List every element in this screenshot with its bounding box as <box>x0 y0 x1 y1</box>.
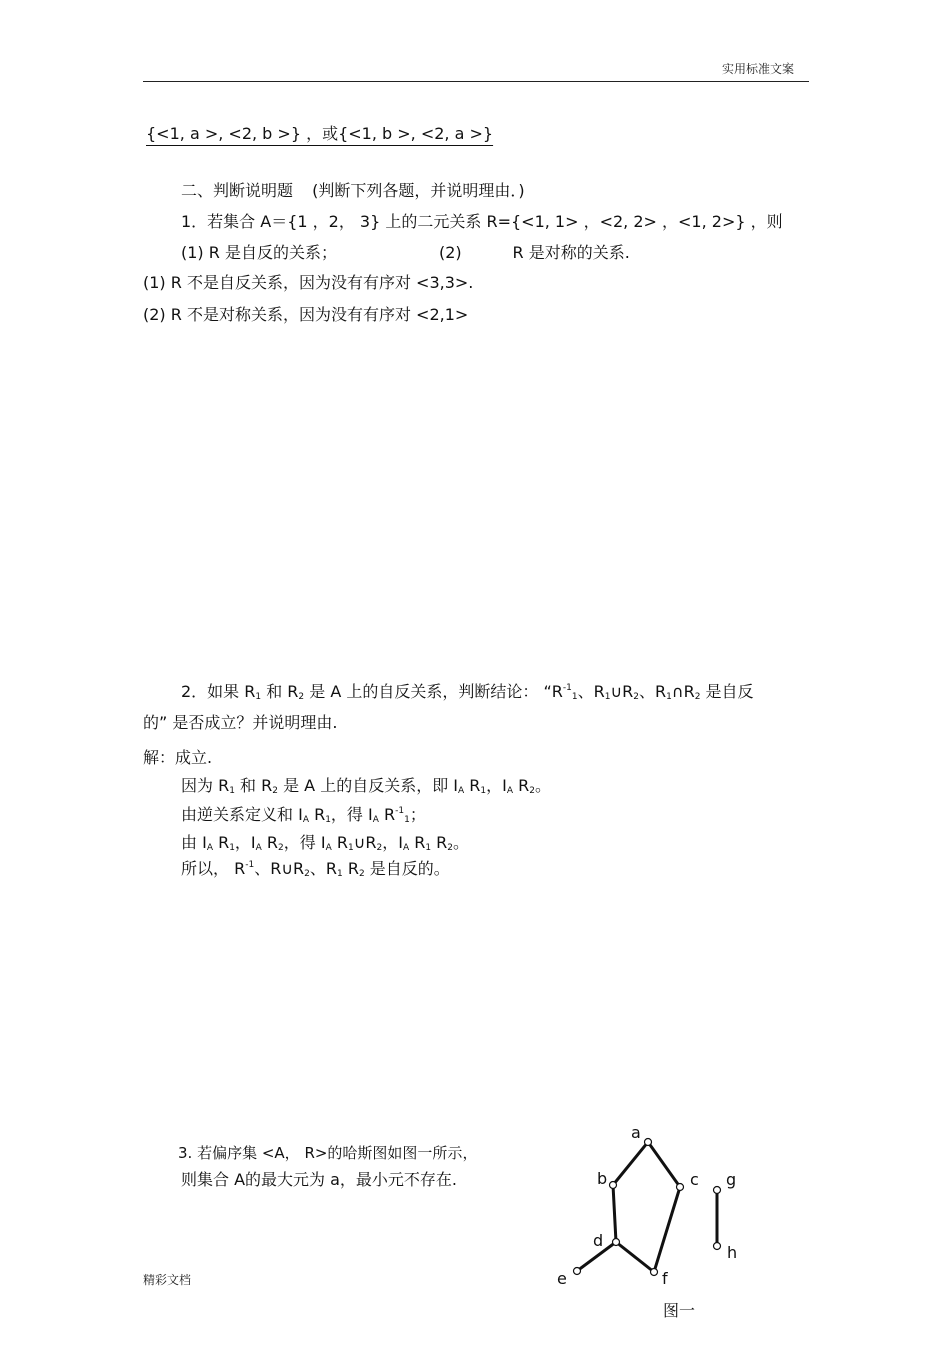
q2-text: R <box>331 833 348 852</box>
q2-text: ∪R <box>610 682 634 701</box>
page-header-title: 实用标准文案 <box>722 62 795 76</box>
q2-stem-line2: 的” 是否成立？并说明理由. <box>143 713 338 732</box>
q3-line2: 则集合 A的最大元为 a，最小元不存在. <box>181 1170 458 1189</box>
superscript: -1 <box>245 860 255 870</box>
q2-text: ，I <box>486 776 507 795</box>
hasse-diagram <box>540 1115 760 1325</box>
subscript: 1 <box>571 692 578 702</box>
q1-part1: (1) R 是自反的关系； <box>181 243 337 262</box>
node-e <box>574 1268 581 1275</box>
subscript: A <box>402 843 410 853</box>
q2-text: R <box>212 833 230 852</box>
q2-text: R <box>464 776 481 795</box>
node-label-c: c <box>690 1170 699 1189</box>
section-instruction: (判断下列各题，并说明理由．) <box>312 181 525 200</box>
q1-answer2: (2) R 不是对称关系，因为没有有序对 <2,1> <box>143 305 469 324</box>
answer-line: {<1, a >, <2, b >} ，或{<1, b >, <2, a >} <box>146 124 494 143</box>
q2-text: ，I <box>382 833 403 852</box>
subscript: A <box>206 843 213 853</box>
node-g <box>714 1187 721 1194</box>
q2-text: 、R <box>639 682 667 701</box>
q2-answer-head <box>143 745 212 768</box>
edge-b-d <box>613 1185 616 1242</box>
subscript: 1 <box>347 843 354 853</box>
q2-text: 。 <box>453 833 470 852</box>
figure-caption: 图一 <box>663 1301 696 1320</box>
q2-text: R <box>342 859 359 878</box>
q2-text: R <box>308 805 326 824</box>
page-footer: 精彩文档 <box>143 1273 192 1287</box>
node-label-b: b <box>597 1169 608 1188</box>
q2-text: 由 I <box>181 833 207 852</box>
q2-text: 由逆关系定义和 I <box>181 805 303 824</box>
subscript: 1 <box>229 786 235 796</box>
subscript: 2 <box>376 843 383 853</box>
q2-text: 因为 R <box>181 776 230 795</box>
q2-text: 是 A 上的自反关系，即 I <box>277 776 458 795</box>
q3-line1: 3. 若偏序集 <A， R>的哈斯图如图一所示， <box>178 1144 478 1162</box>
subscript: 1 <box>337 869 343 879</box>
node-label-f: f <box>662 1269 668 1288</box>
subscript: 2 <box>633 692 639 702</box>
subscript: A <box>302 815 309 825</box>
subscript: A <box>325 843 332 853</box>
q2-text: 是自反 <box>700 682 754 701</box>
q2-text: R <box>378 805 396 824</box>
edge-a-b <box>613 1142 648 1185</box>
answer-result: 成立. <box>175 748 213 767</box>
q2-text: R <box>409 833 426 852</box>
q2-text: ，得 I <box>283 833 326 852</box>
q1-stem: 1．若集合 A＝{1 ，2， 3} 上的二元关系 R={<1, 1> ，<2, 2> ，<1, 2>} ，则 <box>181 212 783 231</box>
answer-label: 解： <box>143 748 176 767</box>
q2-text: ∪R <box>353 833 377 852</box>
edge-c-f <box>654 1187 680 1272</box>
q2-text: ∩R <box>671 682 695 701</box>
q2-answer-line3 <box>181 830 469 853</box>
q2-text: 和 R <box>261 682 299 701</box>
node-label-a: a <box>631 1123 641 1142</box>
node-label-h: h <box>727 1243 738 1262</box>
q2-text: 。 <box>534 776 551 795</box>
subscript: 1 <box>255 692 262 702</box>
subscript: 2 <box>694 692 701 702</box>
subscript: 1 <box>404 815 410 825</box>
node-label-e: e <box>557 1269 567 1288</box>
subscript: 1 <box>325 815 331 825</box>
subscript: 2 <box>272 786 278 796</box>
q2-text: ，得 I <box>330 805 373 824</box>
q2-text: ，I <box>234 833 256 852</box>
node-label-g: g <box>726 1170 737 1189</box>
q2-text: 是自反的。 <box>364 859 450 878</box>
subscript: 2 <box>298 692 305 702</box>
q2-text: 、R <box>309 859 338 878</box>
q2-text: 和 R <box>234 776 273 795</box>
q1-answer1: (1) R 不是自反关系，因为没有有序对 <3,3>. <box>143 273 474 292</box>
subscript: 2 <box>278 843 284 853</box>
q2-answer-line2 <box>181 802 426 825</box>
section-title: 二、判断说明题 <box>181 181 294 200</box>
q2-stem-line1 <box>181 679 754 702</box>
subscript: A <box>255 843 262 853</box>
q2-answer-line1 <box>181 773 551 796</box>
q2-text: 、R∪R <box>254 859 305 878</box>
subscript: 1 <box>604 692 611 702</box>
subscript: 2 <box>304 869 310 879</box>
q1-part2: (2) R 是对称的关系. <box>439 243 630 262</box>
subscript: A <box>372 815 379 825</box>
node-label-d: d <box>593 1231 604 1250</box>
q2-text: R <box>431 833 448 852</box>
superscript: -1 <box>395 806 405 816</box>
node-d <box>613 1239 620 1246</box>
subscript: 2 <box>529 786 535 796</box>
subscript: A <box>506 786 514 796</box>
subscript: 1 <box>666 692 672 702</box>
q2-text: 2．如果 R <box>181 682 256 701</box>
subscript: 1 <box>425 843 432 853</box>
node-a <box>645 1139 652 1146</box>
section-heading <box>181 178 525 201</box>
edge-d-f <box>616 1242 654 1272</box>
subscript: A <box>458 786 465 796</box>
node-f <box>651 1269 658 1276</box>
q2-text: R <box>513 776 530 795</box>
header-rule <box>143 81 809 82</box>
subscript: 2 <box>358 869 365 879</box>
q2-answer-line4 <box>181 856 450 879</box>
q2-text: 所以， R <box>181 859 246 878</box>
node-h <box>714 1243 721 1250</box>
superscript: -1 <box>562 683 572 693</box>
edge-a-c <box>648 1142 680 1187</box>
subscript: 2 <box>447 843 454 853</box>
subscript: 1 <box>229 843 235 853</box>
node-b <box>610 1182 617 1189</box>
q2-text: 、R <box>577 682 605 701</box>
q2-text: R <box>261 833 279 852</box>
subscript: 1 <box>480 786 487 796</box>
q2-text: 是 A 上的自反关系，判断结论： “R <box>304 682 563 701</box>
q2-text: ； <box>409 805 426 824</box>
node-c <box>677 1184 684 1191</box>
